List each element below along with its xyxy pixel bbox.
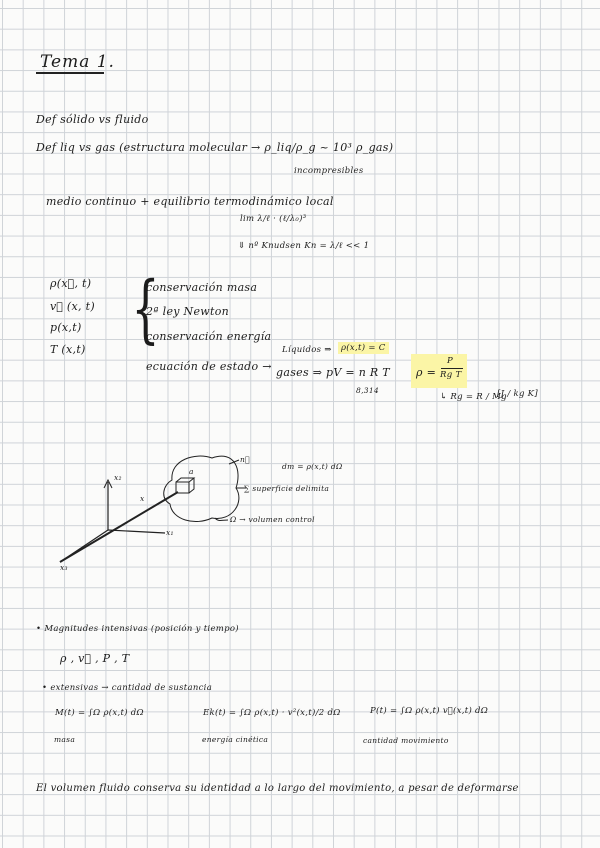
limit-expression: lim λ/ℓ · (ℓ/λ₀)³ xyxy=(240,214,307,224)
movimiento-label: cantidad movimiento xyxy=(363,736,449,745)
eq-estado: ecuación de estado → xyxy=(146,360,272,373)
masa-label: masa xyxy=(54,735,76,744)
extensivas-heading: • extensivas → cantidad de sustancia xyxy=(42,683,213,693)
energia-label: energía cinética xyxy=(202,735,269,744)
movimiento-formula: P(t) = ∫Ω ρ(x,t) v⃗(x,t) dΩ xyxy=(370,706,489,716)
footer-sentence: El volumen fluido conserva su identidad a lo largo del movimiento, a pesar de deformarse xyxy=(36,783,519,794)
incompresibles-note: incompresibles xyxy=(294,166,364,176)
axis-x1 xyxy=(108,530,165,533)
curly-brace: { xyxy=(131,266,160,352)
energia-formula: Ek(t) = ∫Ω ρ(x,t) · v²(x,t)/2 dΩ xyxy=(203,708,341,718)
gas-constant-note: 8,314 xyxy=(356,386,379,395)
axis-x1-label: x₁ xyxy=(166,528,174,537)
dm-formula: dm = ρ(x,t) dΩ xyxy=(282,462,343,471)
vector-x-label: x xyxy=(140,494,145,503)
eq-conservacion-masa: conservación masa xyxy=(146,281,258,294)
fraction-bar xyxy=(441,368,463,369)
eq-newton: 2ª ley Newton xyxy=(146,305,230,318)
liquidos-label: Líquidos ⇒ xyxy=(282,345,332,355)
rho-numerator: P xyxy=(447,356,454,366)
point-a-label: a xyxy=(189,467,194,476)
var-velocity: v⃗ (x, t) xyxy=(50,300,95,313)
omega-label: Ω → volumen control xyxy=(230,515,315,524)
masa-formula: M(t) = ∫Ω ρ(x,t) dΩ xyxy=(55,708,144,718)
axis-x3-label: x₃ xyxy=(60,563,68,572)
var-density: ρ(x⃗, t) xyxy=(50,277,92,290)
title-underline xyxy=(36,72,104,74)
cube-front xyxy=(176,482,189,493)
liquidos-result: ρ(x,t) = C xyxy=(338,342,389,354)
var-temperature: T (x,t) xyxy=(50,343,86,356)
axis-x2-label: x₂ xyxy=(114,473,122,482)
sigma-label: ∑ superficie delimita xyxy=(244,484,330,493)
normal-label: n⃗ xyxy=(240,455,250,464)
eq-conservacion-energia: conservación energía xyxy=(146,330,272,343)
rg-units: [J / kg K] xyxy=(497,389,538,399)
position-vector xyxy=(60,492,178,562)
def-liq-gas: Def liq vs gas (estructura molecular → ρ_liq/ρ_g ~ 10³ ρ_gas) xyxy=(36,141,394,154)
knudsen-number: ⇓ nº Knudsen Kn = λ/ℓ << 1 xyxy=(238,241,370,251)
control-volume-outline xyxy=(164,456,239,521)
var-pressure: p(x,t) xyxy=(50,321,82,334)
normal-vector xyxy=(229,460,239,464)
page-title: Tema 1. xyxy=(40,52,115,72)
intensivas-heading: • Magnitudes intensivas (posición y tiempo) xyxy=(36,624,239,634)
rg-definition: ↳ Rg = R / Mg xyxy=(440,392,507,402)
intensivas-list: ρ , v⃗ , P , T xyxy=(60,652,130,665)
def-solido-fluido: Def sólido vs fluido xyxy=(36,113,149,126)
rho-denominator: Rg T xyxy=(440,370,462,380)
gases-label: gases ⇒ pV = n R T xyxy=(276,366,390,379)
rho-lhs: ρ = xyxy=(416,366,437,379)
medio-continuo-line: medio continuo + equilibrio termodinámico local xyxy=(46,195,334,208)
